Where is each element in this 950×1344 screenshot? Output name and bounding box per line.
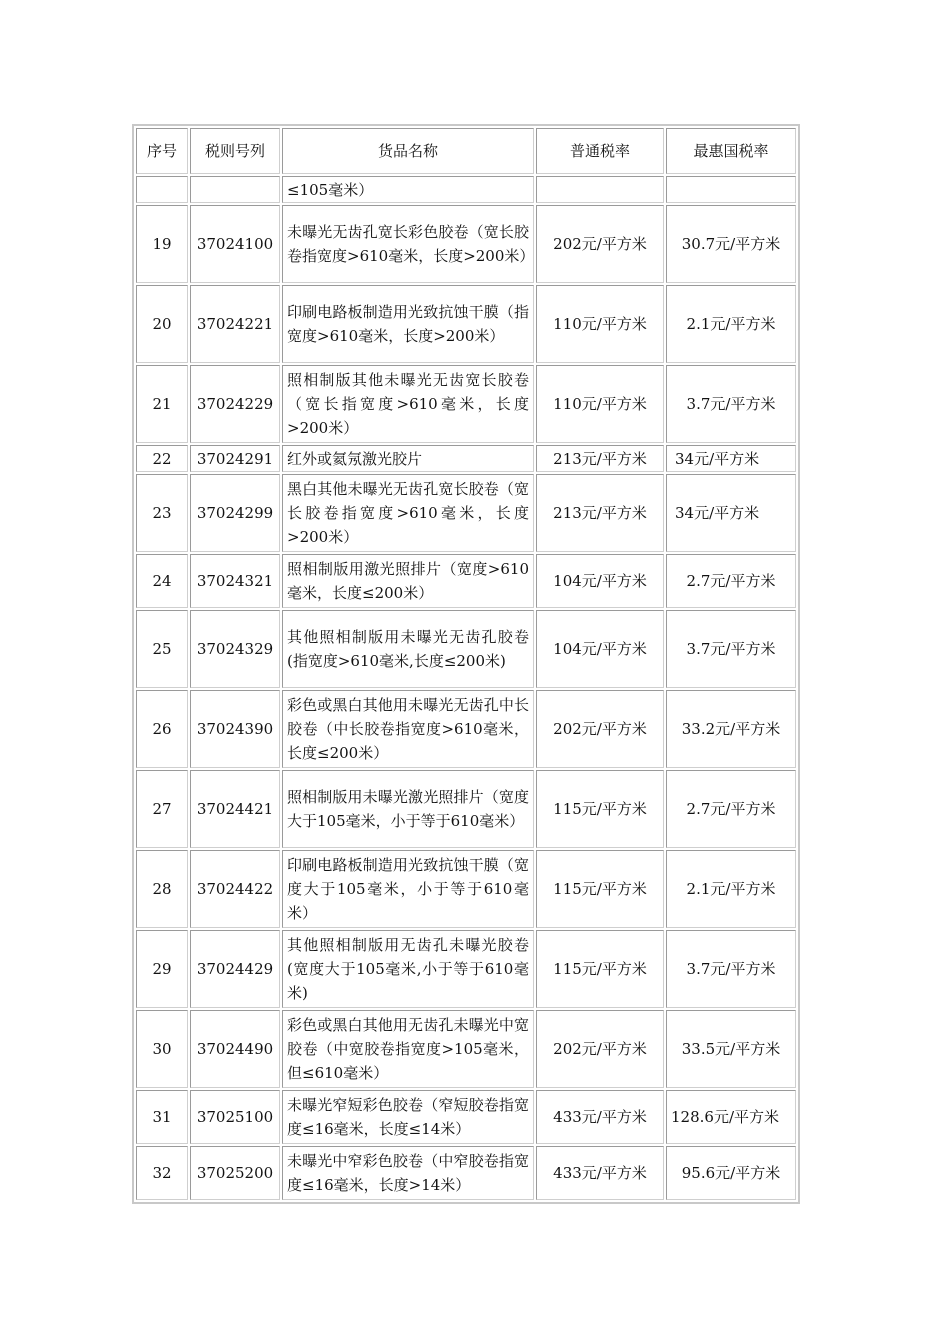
cell-name: 未曝光窄短彩色胶卷（窄短胶卷指宽度≤16毫米，长度≤14米） (282, 1090, 534, 1144)
cell-code: 37024429 (190, 930, 280, 1008)
cell-name: 其他照相制版用无齿孔未曝光胶卷(宽度大于105毫米,小于等于610毫米) (282, 930, 534, 1008)
cell-general-rate: 115元/平方米 (536, 850, 664, 928)
table-row (136, 930, 796, 1008)
cell-no: 20 (136, 285, 188, 363)
header-general-rate: 普通税率 (536, 128, 664, 174)
cell-code: 37024390 (190, 690, 280, 768)
cell-code: 37024299 (190, 474, 280, 552)
table-row (136, 610, 796, 688)
cell-no: 28 (136, 850, 188, 928)
cell-name: 黑白其他未曝光无齿孔宽长胶卷（宽长胶卷指宽度>610毫米，长度>200米） (282, 474, 534, 552)
cell-name: 未曝光无齿孔宽长彩色胶卷（宽长胶卷指宽度>610毫米，长度>200米） (282, 205, 534, 283)
cell-mfn-rate: 2.7元/平方米 (666, 770, 796, 848)
cell-mfn-rate: 34元/平方米 (666, 445, 796, 472)
cell-code: 37024291 (190, 445, 280, 472)
cell-code: 37025100 (190, 1090, 280, 1144)
table-row (136, 690, 796, 768)
cell-mfn-rate: 2.1元/平方米 (666, 850, 796, 928)
cell-mfn-rate: 34元/平方米 (666, 474, 796, 552)
table-row (136, 445, 796, 472)
cell-mfn-rate: 2.1元/平方米 (666, 285, 796, 363)
table-row (136, 1090, 796, 1144)
table-row (136, 176, 796, 203)
tariff-table-container (132, 124, 800, 1204)
cell-name: 彩色或黑白其他用未曝光无齿孔中长胶卷（中长胶卷指宽度>610毫米，长度≤200米） (282, 690, 534, 768)
cell-general-rate: 104元/平方米 (536, 554, 664, 608)
cell-mfn-rate: 3.7元/平方米 (666, 930, 796, 1008)
cell-name: 照相制版其他未曝光无齿宽长胶卷（宽长指宽度>610毫米，长度>200米） (282, 365, 534, 443)
table-row (136, 285, 796, 363)
cell-general-rate: 433元/平方米 (536, 1090, 664, 1144)
cell-no (136, 176, 188, 203)
cell-name: 照相制版用未曝光激光照排片（宽度大于105毫米，小于等于610毫米） (282, 770, 534, 848)
cell-general-rate: 202元/平方米 (536, 690, 664, 768)
table-row (136, 850, 796, 928)
table-row (136, 474, 796, 552)
table-row (136, 365, 796, 443)
cell-general-rate: 110元/平方米 (536, 365, 664, 443)
cell-general-rate: 104元/平方米 (536, 610, 664, 688)
header-code: 税则号列 (190, 128, 280, 174)
cell-no: 19 (136, 205, 188, 283)
cell-code: 37024100 (190, 205, 280, 283)
cell-no: 22 (136, 445, 188, 472)
table-row (136, 1146, 796, 1200)
cell-code: 37024321 (190, 554, 280, 608)
cell-no: 25 (136, 610, 188, 688)
cell-name: ≤105毫米） (282, 176, 534, 203)
cell-general-rate: 213元/平方米 (536, 445, 664, 472)
cell-code (190, 176, 280, 203)
cell-code: 37024421 (190, 770, 280, 848)
table-row (136, 554, 796, 608)
cell-code: 37025200 (190, 1146, 280, 1200)
table-row (136, 1010, 796, 1088)
cell-general-rate (536, 176, 664, 203)
cell-no: 21 (136, 365, 188, 443)
cell-mfn-rate: 33.5元/平方米 (666, 1010, 796, 1088)
cell-general-rate: 202元/平方米 (536, 1010, 664, 1088)
header-mfn-rate: 最惠国税率 (666, 128, 796, 174)
cell-mfn-rate (666, 176, 796, 203)
cell-name: 未曝光中窄彩色胶卷（中窄胶卷指宽度≤16毫米，长度>14米） (282, 1146, 534, 1200)
cell-general-rate: 110元/平方米 (536, 285, 664, 363)
cell-name: 照相制版用激光照排片（宽度>610毫米，长度≤200米） (282, 554, 534, 608)
cell-no: 24 (136, 554, 188, 608)
cell-no: 29 (136, 930, 188, 1008)
cell-code: 37024329 (190, 610, 280, 688)
cell-name: 印刷电路板制造用光致抗蚀干膜（指宽度>610毫米，长度>200米） (282, 285, 534, 363)
cell-name: 其他照相制版用未曝光无齿孔胶卷(指宽度>610毫米,长度≤200米) (282, 610, 534, 688)
cell-code: 37024422 (190, 850, 280, 928)
header-name: 货品名称 (282, 128, 534, 174)
cell-mfn-rate: 33.2元/平方米 (666, 690, 796, 768)
header-row (136, 128, 796, 174)
cell-no: 30 (136, 1010, 188, 1088)
cell-mfn-rate: 95.6元/平方米 (666, 1146, 796, 1200)
cell-no: 23 (136, 474, 188, 552)
cell-mfn-rate: 3.7元/平方米 (666, 610, 796, 688)
cell-no: 32 (136, 1146, 188, 1200)
cell-general-rate: 202元/平方米 (536, 205, 664, 283)
cell-name: 印刷电路板制造用光致抗蚀干膜（宽度大于105毫米，小于等于610毫米） (282, 850, 534, 928)
cell-general-rate: 115元/平方米 (536, 770, 664, 848)
cell-mfn-rate: 128.6元/平方米 (666, 1090, 796, 1144)
table-row (136, 205, 796, 283)
table-row (136, 770, 796, 848)
cell-code: 37024490 (190, 1010, 280, 1088)
cell-code: 37024221 (190, 285, 280, 363)
cell-no: 27 (136, 770, 188, 848)
cell-name: 红外或氦氖激光胶片 (282, 445, 534, 472)
cell-mfn-rate: 30.7元/平方米 (666, 205, 796, 283)
cell-general-rate: 115元/平方米 (536, 930, 664, 1008)
cell-mfn-rate: 3.7元/平方米 (666, 365, 796, 443)
cell-no: 31 (136, 1090, 188, 1144)
cell-general-rate: 433元/平方米 (536, 1146, 664, 1200)
tariff-table (132, 124, 800, 1204)
cell-no: 26 (136, 690, 188, 768)
cell-code: 37024229 (190, 365, 280, 443)
cell-general-rate: 213元/平方米 (536, 474, 664, 552)
cell-mfn-rate: 2.7元/平方米 (666, 554, 796, 608)
cell-name: 彩色或黑白其他用无齿孔未曝光中宽胶卷（中宽胶卷指宽度>105毫米，但≤610毫米） (282, 1010, 534, 1088)
header-no: 序号 (136, 128, 188, 174)
